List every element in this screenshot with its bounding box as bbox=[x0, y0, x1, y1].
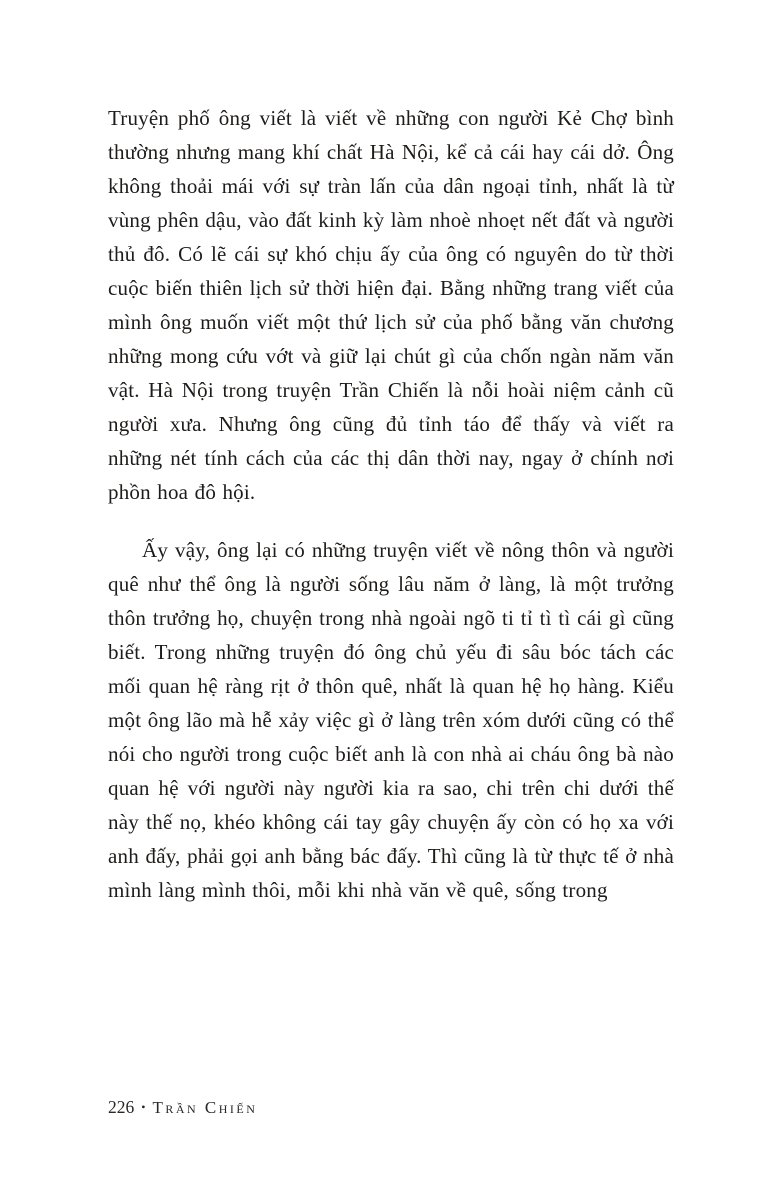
author-name: Trần Chiến bbox=[152, 1098, 258, 1117]
page-number: 226 bbox=[108, 1097, 135, 1117]
paragraph: Truyện phố ông viết là viết về những con người Kẻ Chợ bình thường nhưng mang khí chất Hà Nội, kể cả cái hay cái dở. Ông không thoải mái với sự tràn lấn của dân ngoại tỉnh, nhất là từ vùng phên dậu, vào đất kinh kỳ làm nhoè nhoẹt nết đất và người thủ đô. Có lẽ cái sự khó chịu ấy của ông có nguyên do từ thời cuộc biến thiên lịch sử thời hiện đại. Bằng những trang viết của mình ông muốn viết một thứ lịch sử của phố bằng văn chương những mong cứu vớt và giữ lại chút gì của chốn ngàn năm văn vật. Hà Nội trong truyện Trần Chiến là nỗi hoài niệm cảnh cũ người xưa. Nhưng ông cũng đủ tỉnh táo để thấy và viết ra những nét tính cách của các thị dân thời nay, ngay ở chính nơi phồn hoa đô hội. bbox=[108, 106, 674, 504]
footer-separator: • bbox=[141, 1100, 146, 1114]
paragraph: Ấy vậy, ông lại có những truyện viết về nông thôn và người quê như thể ông là người sống lâu năm ở làng, là một trưởng thôn trưởng họ, chuyện trong nhà ngoài ngõ ti tỉ tì tì cái gì cũng biết. Trong những truyện đó ông chủ yếu đi sâu bóc tách các mối quan hệ ràng rịt ở thôn quê, nhất là quan hệ họ hàng. Kiểu một ông lão mà hễ xảy việc gì ở làng trên xóm dưới cũng có thể nói cho người trong cuộc biết anh là con nhà ai cháu ông bà nào quan hệ với người này người kia ra sao, chi trên chi dưới thế này thế nọ, khéo không cái tay gây chuyện ấy còn có họ xa với anh đấy, phải gọi anh bằng bác đấy. Thì cũng là từ thực tế ở nhà mình làng mình thôi, mỗi khi nhà văn về quê, sống trong bbox=[108, 538, 674, 902]
page-footer bbox=[108, 1097, 257, 1118]
page-text-block bbox=[108, 101, 674, 907]
